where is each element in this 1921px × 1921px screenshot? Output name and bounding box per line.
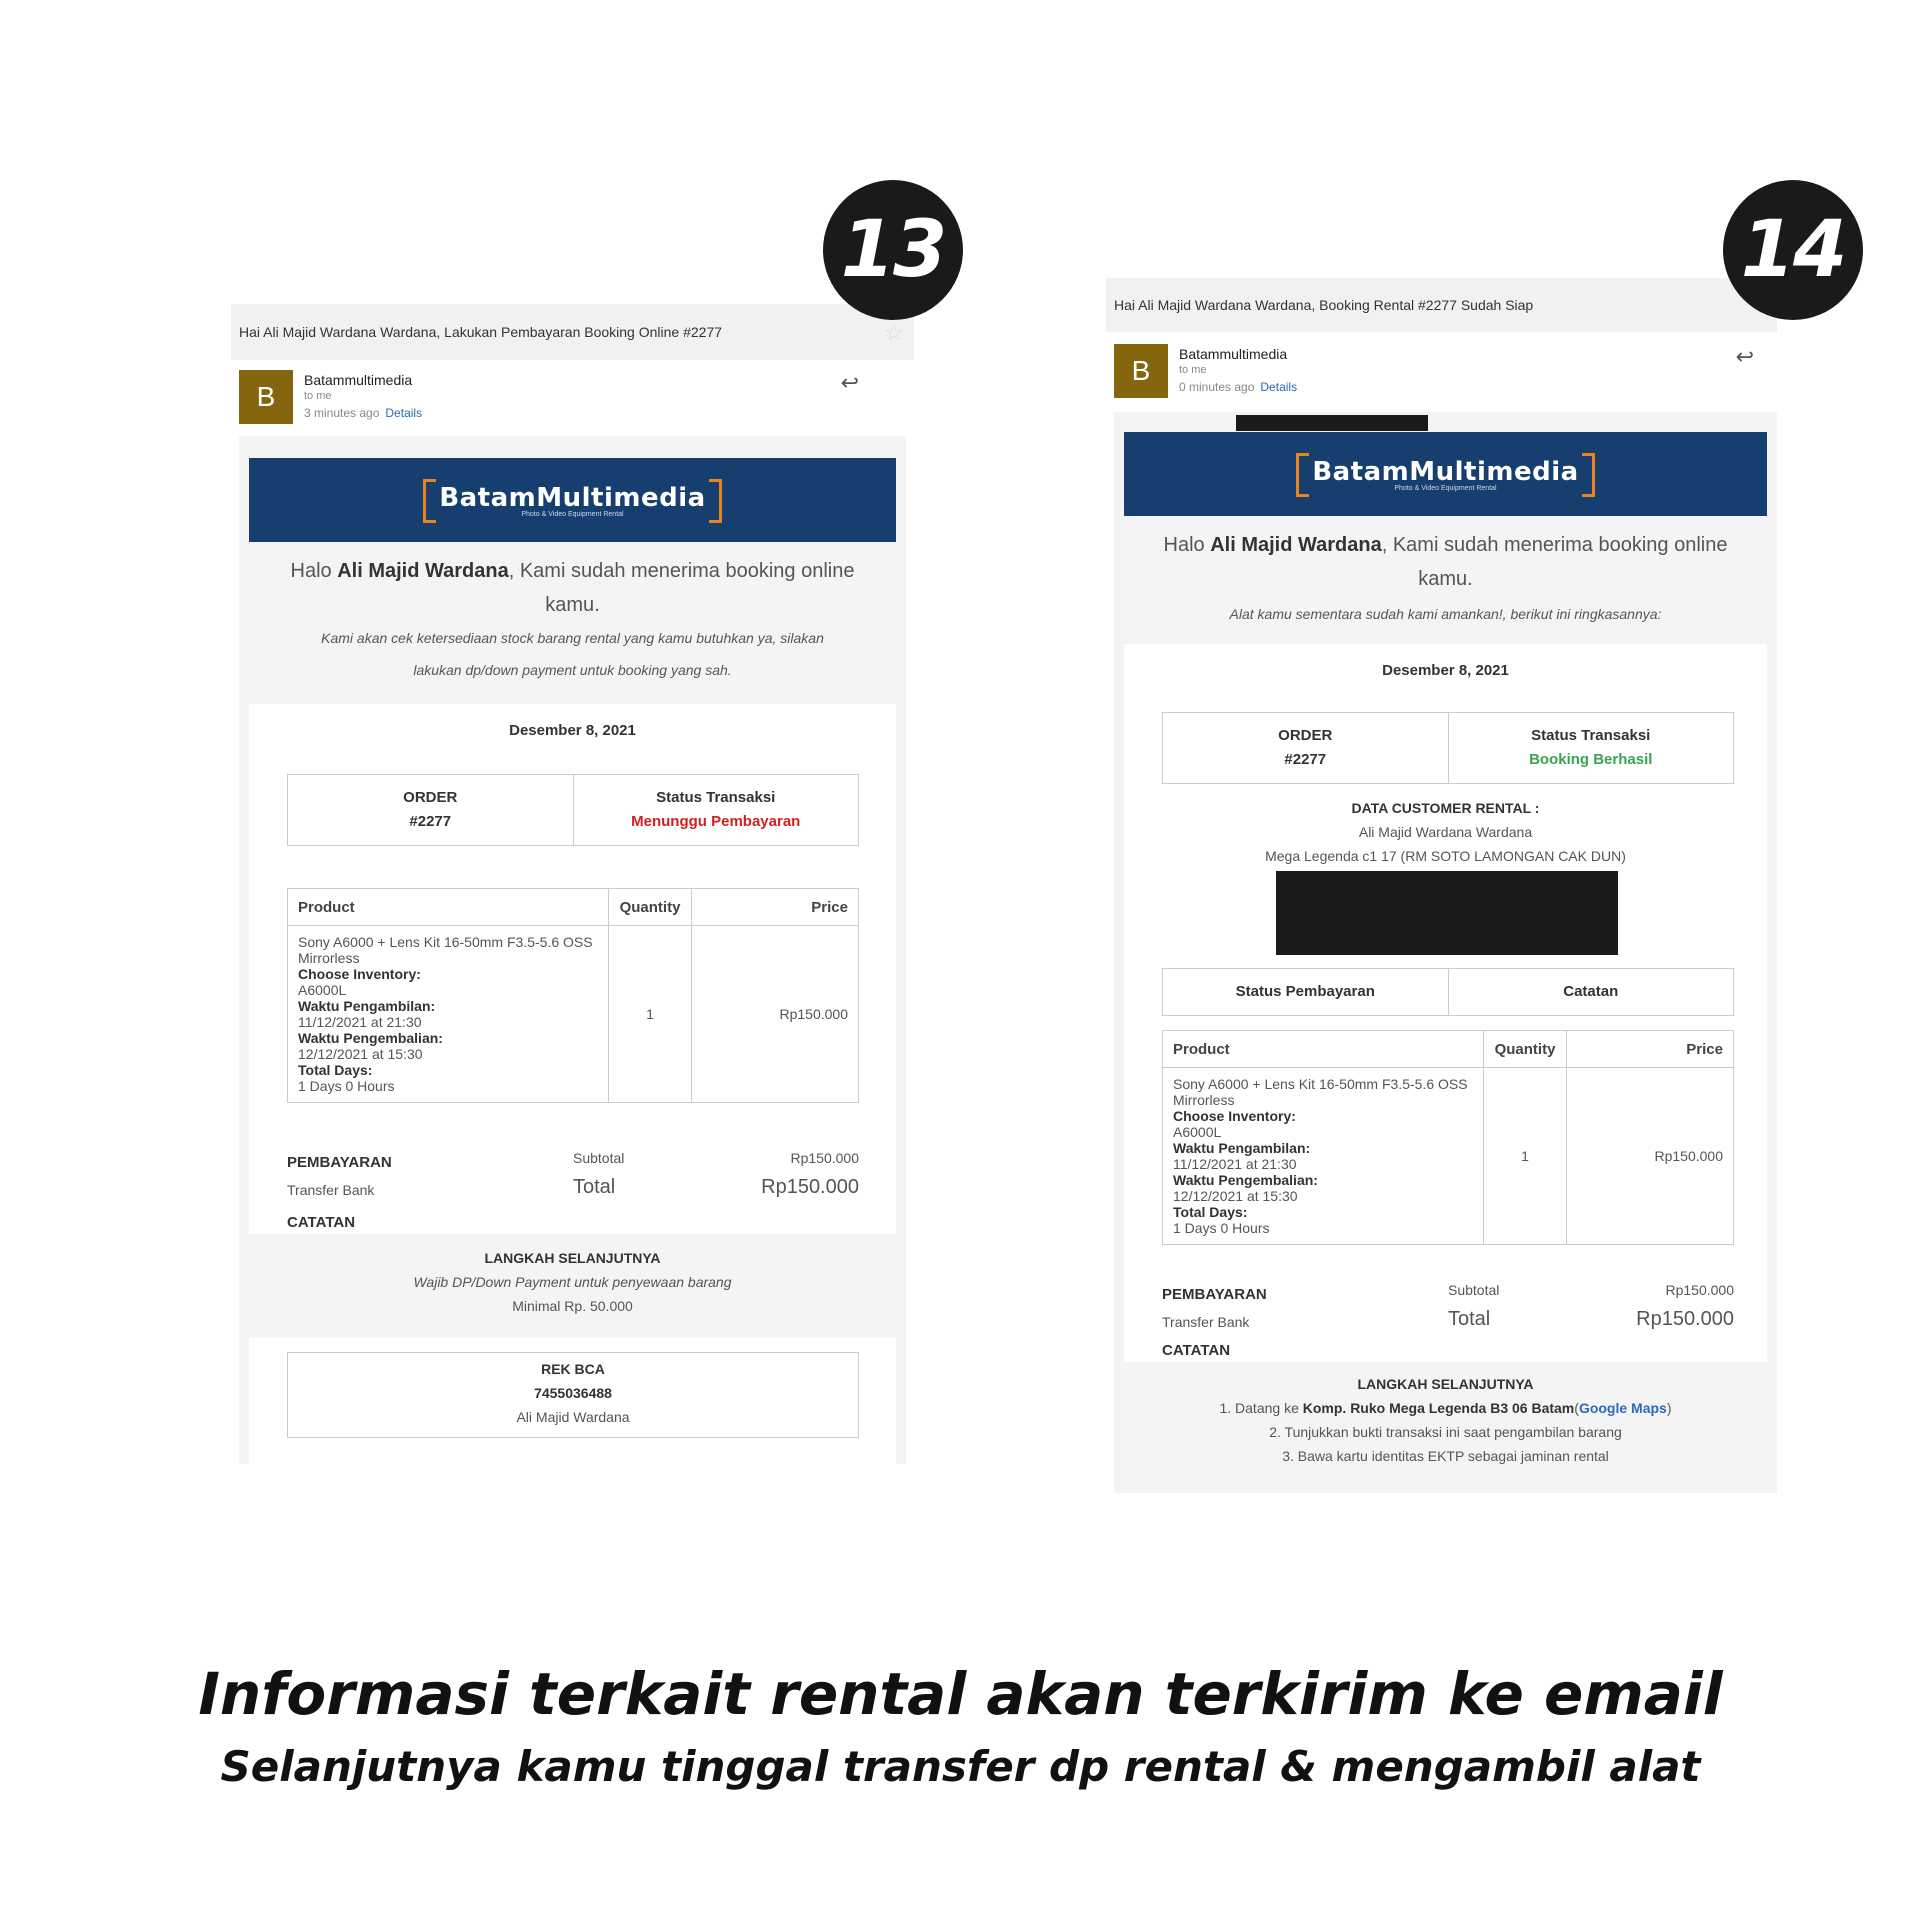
col-price: Price [692,889,859,926]
bank-account-box: REK BCA 7455036488 Ali Majid Wardana [287,1352,859,1438]
customer-data: DATA CUSTOMER RENTAL : Ali Majid Wardana Wardana Mega Legenda c1 17 (RM SOTO LAMONGAN CAK DUN) [1124,796,1767,868]
order-section [249,704,896,1234]
product-qty: 1 [1484,1068,1567,1245]
details-link[interactable]: Details [385,406,423,420]
account-number: 7455036488 [534,1385,612,1401]
product-price: Rp150.000 [692,926,859,1103]
status-badge: Booking Berhasil [1529,751,1653,768]
col-quantity: Quantity [609,889,692,926]
catatan-label: CATATAN [287,1214,356,1231]
greeting-text: Halo Ali Majid Wardana, Kami sudah menerima booking online kamu. [290,560,855,616]
payment-status-box: Status Pembayaran Catatan [1162,968,1734,1016]
payment-section: PEMBAYARAN Transfer Bank Subtotal Rp150.000 Total Rp150.000 CATATAN [1162,1282,1734,1359]
info-note: Kami akan cek ketersediaan stock barang rental yang kamu butuhkan ya, silakan lakukan dp/down payment untuk booking yang sah. [321,630,824,678]
next-steps: LANGKAH SELANJUTNYA 1. Datang ke Komp. Ruko Mega Legenda B3 06 Batam(Google Maps) 2. Tunjukkan bukti transaksi ini saat pengambilan barang 3. Bawa kartu identitas EKTP sebagai jaminan rental [1124,1372,1767,1468]
step-badge-13: 13 [823,180,963,320]
order-section [1124,644,1767,1362]
sent-time: 3 minutes ago Details [304,406,423,420]
table-row [1163,1068,1734,1245]
details-link[interactable]: Details [1260,380,1298,394]
greeting-text: Halo Ali Majid Wardana, Kami sudah menerima booking online kamu. [1163,534,1728,590]
order-status-box [287,774,859,846]
product-detail: Sony A6000 + Lens Kit 16-50mm F3.5-5.6 OSS Mirrorless Choose Inventory: A6000L Waktu Pengambilan: 11/12/2021 at 21:30 Waktu Pengembalian: 12/12/2021 at 15:30 Total Days: 1 Days 0 Hours [1163,1068,1484,1245]
reply-icon[interactable]: ↩ [1735,344,1754,369]
table-row [288,926,859,1103]
transaction-status: Status Transaksi Menunggu Pembayaran [573,775,859,845]
email-sender-header [1114,344,1754,404]
customer-name: Ali Majid Wardana Wardana [1358,824,1533,840]
avatar: B [1114,344,1168,398]
sender-name: Batammultimedia [1179,346,1288,362]
total-value: Rp150.000 [761,1176,859,1198]
order-date: Desember 8, 2021 [1382,662,1509,679]
email-screenshot-left [231,304,914,1464]
product-detail: Sony A6000 + Lens Kit 16-50mm F3.5-5.6 OSS Mirrorless Choose Inventory: A6000L Waktu Pengambilan: 11/12/2021 at 21:30 Waktu Pengembalian: 12/12/2021 at 15:30 Total Days: 1 Days 0 Hours [288,926,609,1103]
catatan-label: CATATAN [1162,1342,1231,1359]
status-badge: Menunggu Pembayaran [631,813,801,830]
brand-logo: BatamMultimedia Photo & Video Equipment Rental [1296,451,1594,498]
order-number: ORDER #2277 [403,789,458,830]
sent-time: 0 minutes ago Details [1179,380,1298,394]
step-badge-14: 14 [1723,180,1863,320]
caption-title: Informasi terkait rental akan terkirim ke email [198,1660,1723,1728]
col-product: Product [1163,1031,1484,1068]
col-price: Price [1567,1031,1734,1068]
payment-method: Transfer Bank [1162,1314,1250,1330]
caption-subtitle: Selanjutnya kamu tinggal transfer dp rental & mengambil alat [220,1742,1701,1791]
step-1: 1. Datang ke Komp. Ruko Mega Legenda B3 06 Batam(Google Maps) [1219,1400,1672,1416]
order-date: Desember 8, 2021 [509,722,636,739]
order-number: ORDER #2277 [1278,727,1333,768]
step-3: 3. Bawa kartu identitas EKTP sebagai jaminan rental [1282,1448,1609,1464]
product-price: Rp150.000 [1567,1068,1734,1245]
email-body [239,436,906,1464]
col-product: Product [288,889,609,926]
info-note: Alat kamu sementara sudah kami amankan!, berikut ini ringkasannya: [1229,606,1662,622]
customer-address: Mega Legenda c1 17 (RM SOTO LAMONGAN CAK DUN) [1265,848,1626,864]
product-table [1162,1030,1734,1245]
product-qty: 1 [609,926,692,1103]
transaction-status: Status Transaksi Booking Berhasil [1448,713,1734,783]
recipient-label: to me [1179,364,1207,376]
payment-section: PEMBAYARAN Transfer Bank Subtotal Rp150.000 Total Rp150.000 CATATAN [287,1150,859,1231]
redaction-bar-phone [1276,871,1618,955]
star-icon[interactable]: ☆ [884,320,904,345]
recipient-label: to me [304,390,332,402]
brand-logo: BatamMultimedia Photo & Video Equipment Rental [423,477,721,524]
account-name: Ali Majid Wardana [516,1409,630,1425]
sender-name: Batammultimedia [304,372,413,388]
order-status-box [1162,712,1734,784]
brand-banner [249,458,896,542]
email-sender-header [239,370,879,430]
product-table [287,888,859,1103]
total-value: Rp150.000 [1636,1308,1734,1330]
payment-method: Transfer Bank [287,1182,375,1198]
email-subject: Hai Ali Majid Wardana Wardana, Lakukan Pembayaran Booking Online #2277 ☆ [231,304,914,360]
bank-section [249,1338,896,1464]
next-steps: LANGKAH SELANJUTNYA Wajib DP/Down Payment untuk penyewaan barang Minimal Rp. 50.000 [413,1250,732,1314]
brand-banner [1124,432,1767,516]
redaction-bar-top [1236,415,1428,431]
google-maps-link[interactable]: Google Maps [1578,1400,1667,1416]
col-quantity: Quantity [1484,1031,1567,1068]
subtotal-value: Rp150.000 [790,1150,859,1166]
email-subject: Hai Ali Majid Wardana Wardana, Booking Rental #2277 Sudah Siap [1106,278,1777,332]
step-2: 2. Tunjukkan bukti transaksi ini saat pengambilan barang [1269,1424,1622,1440]
avatar: B [239,370,293,424]
subtotal-value: Rp150.000 [1665,1282,1734,1298]
reply-icon[interactable]: ↩ [840,370,859,395]
